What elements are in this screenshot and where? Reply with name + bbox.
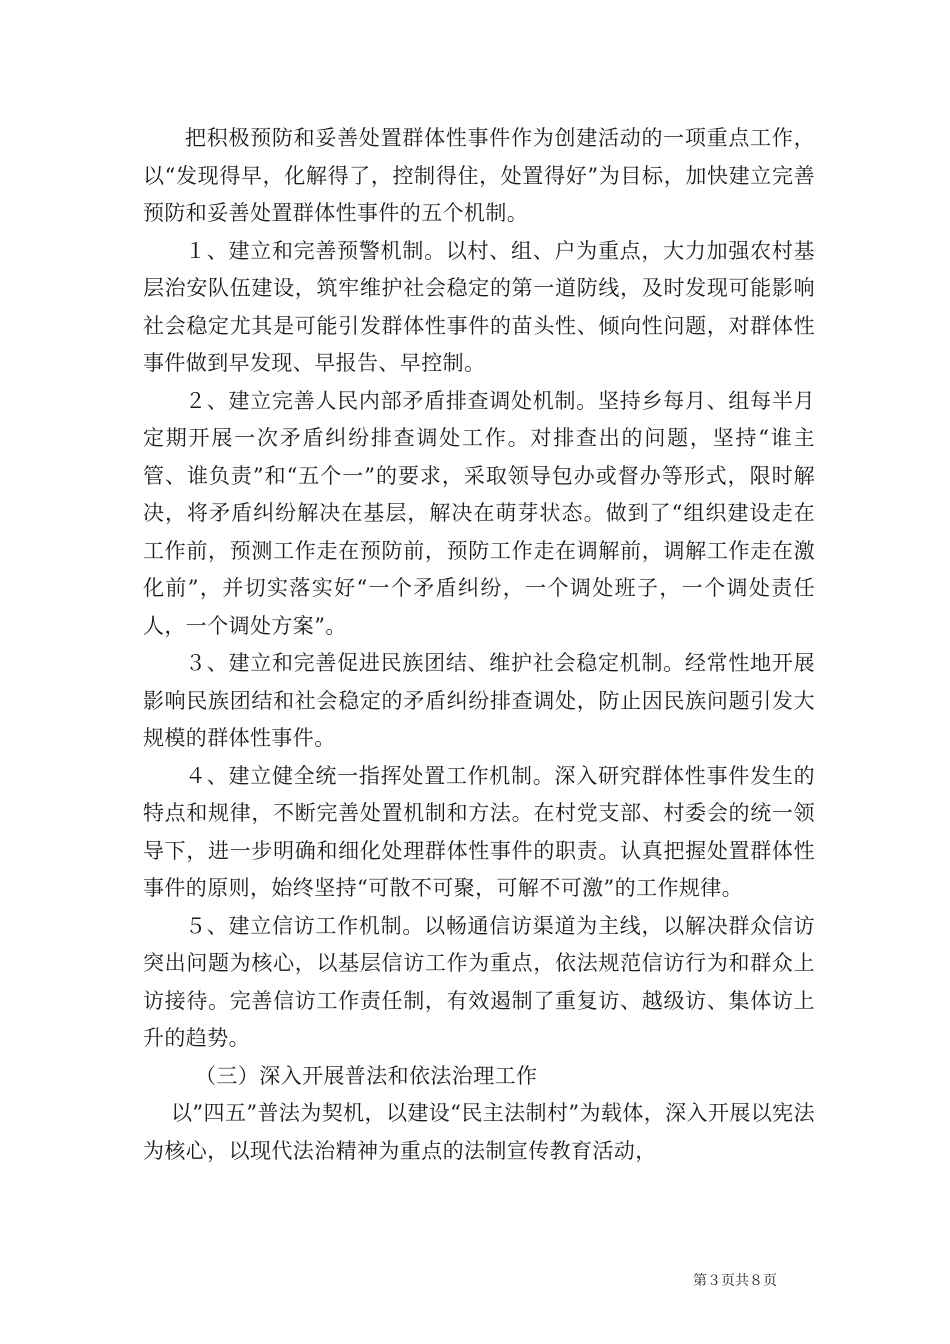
paragraph-intro: 把积极预防和妥善处置群体性事件作为创建活动的一项重点工作，以“发现得早，化解得了，控制得住，处置得好”为目标，加快建立完善预防和妥善处置群体性事件的五个机制。 [143,126,815,225]
page-number-footer [0,1272,950,1290]
paragraph-item-4: ４、建立健全统一指挥处置工作机制。深入研究群体性事件发生的特点和规律，不断完善处置机制和方法。在村党支部、村委会的统一领导下，进一步明确和细化处理群体性事件的职责。认真把握处置群体性事件的原则，始终坚持“可散不可聚，可解不可激”的工作规律。 [143,763,815,900]
paragraph-item-2: ２、建立完善人民内部矛盾排查调处机制。坚持乡每月、组每半月定期开展一次矛盾纠纷排查调处工作。对排查出的问题，坚持“谁主管、谁负责”和“五个一”的要求，采取领导包办或督办等形式，限时解决，将矛盾纠纷解决在基层，解决在萌芽状态。做到了“组织建设走在工作前，预测工作走在预防前，预防工作走在调解前，调解工作走在激化前”，并切实落实好“一个矛盾纠纷，一个调处班子，一个调处责任人，一个调处方案”。 [143,388,815,638]
paragraph-item-5: ５、建立信访工作机制。以畅通信访渠道为主线，以解决群众信访突出问题为核心，以基层信访工作为重点，依法规范信访行为和群众上访接待。完善信访工作责任制，有效遏制了重复访、越级访、集体访上升的趋势。 [143,913,815,1050]
paragraph-law: 以”四五”普法为契机，以建设“民主法制村”为载体，深入开展以宪法为核心，以现代法治精神为重点的法制宣传教育活动， [143,1101,815,1163]
section-heading: （三）深入开展普法和依法治理工作 [195,1063,538,1088]
paragraph-item-3: ３、建立和完善促进民族团结、维护社会稳定机制。经常性地开展影响民族团结和社会稳定的矛盾纠纷排查调处，防止因民族问题引发大规模的群体性事件。 [143,651,815,750]
page-number: 第３页共８页 [693,1273,777,1289]
paragraph-item-1: １、建立和完善预警机制。以村、组、户为重点，大力加强农村基层治安队伍建设，筑牢维护社会稳定的第一道防线，及时发现可能影响社会稳定尤其是可能引发群体性事件的苗头性、倾向性问题，对群体性事件做到早发现、早报告、早控制。 [143,238,815,375]
document-body [143,120,815,1170]
